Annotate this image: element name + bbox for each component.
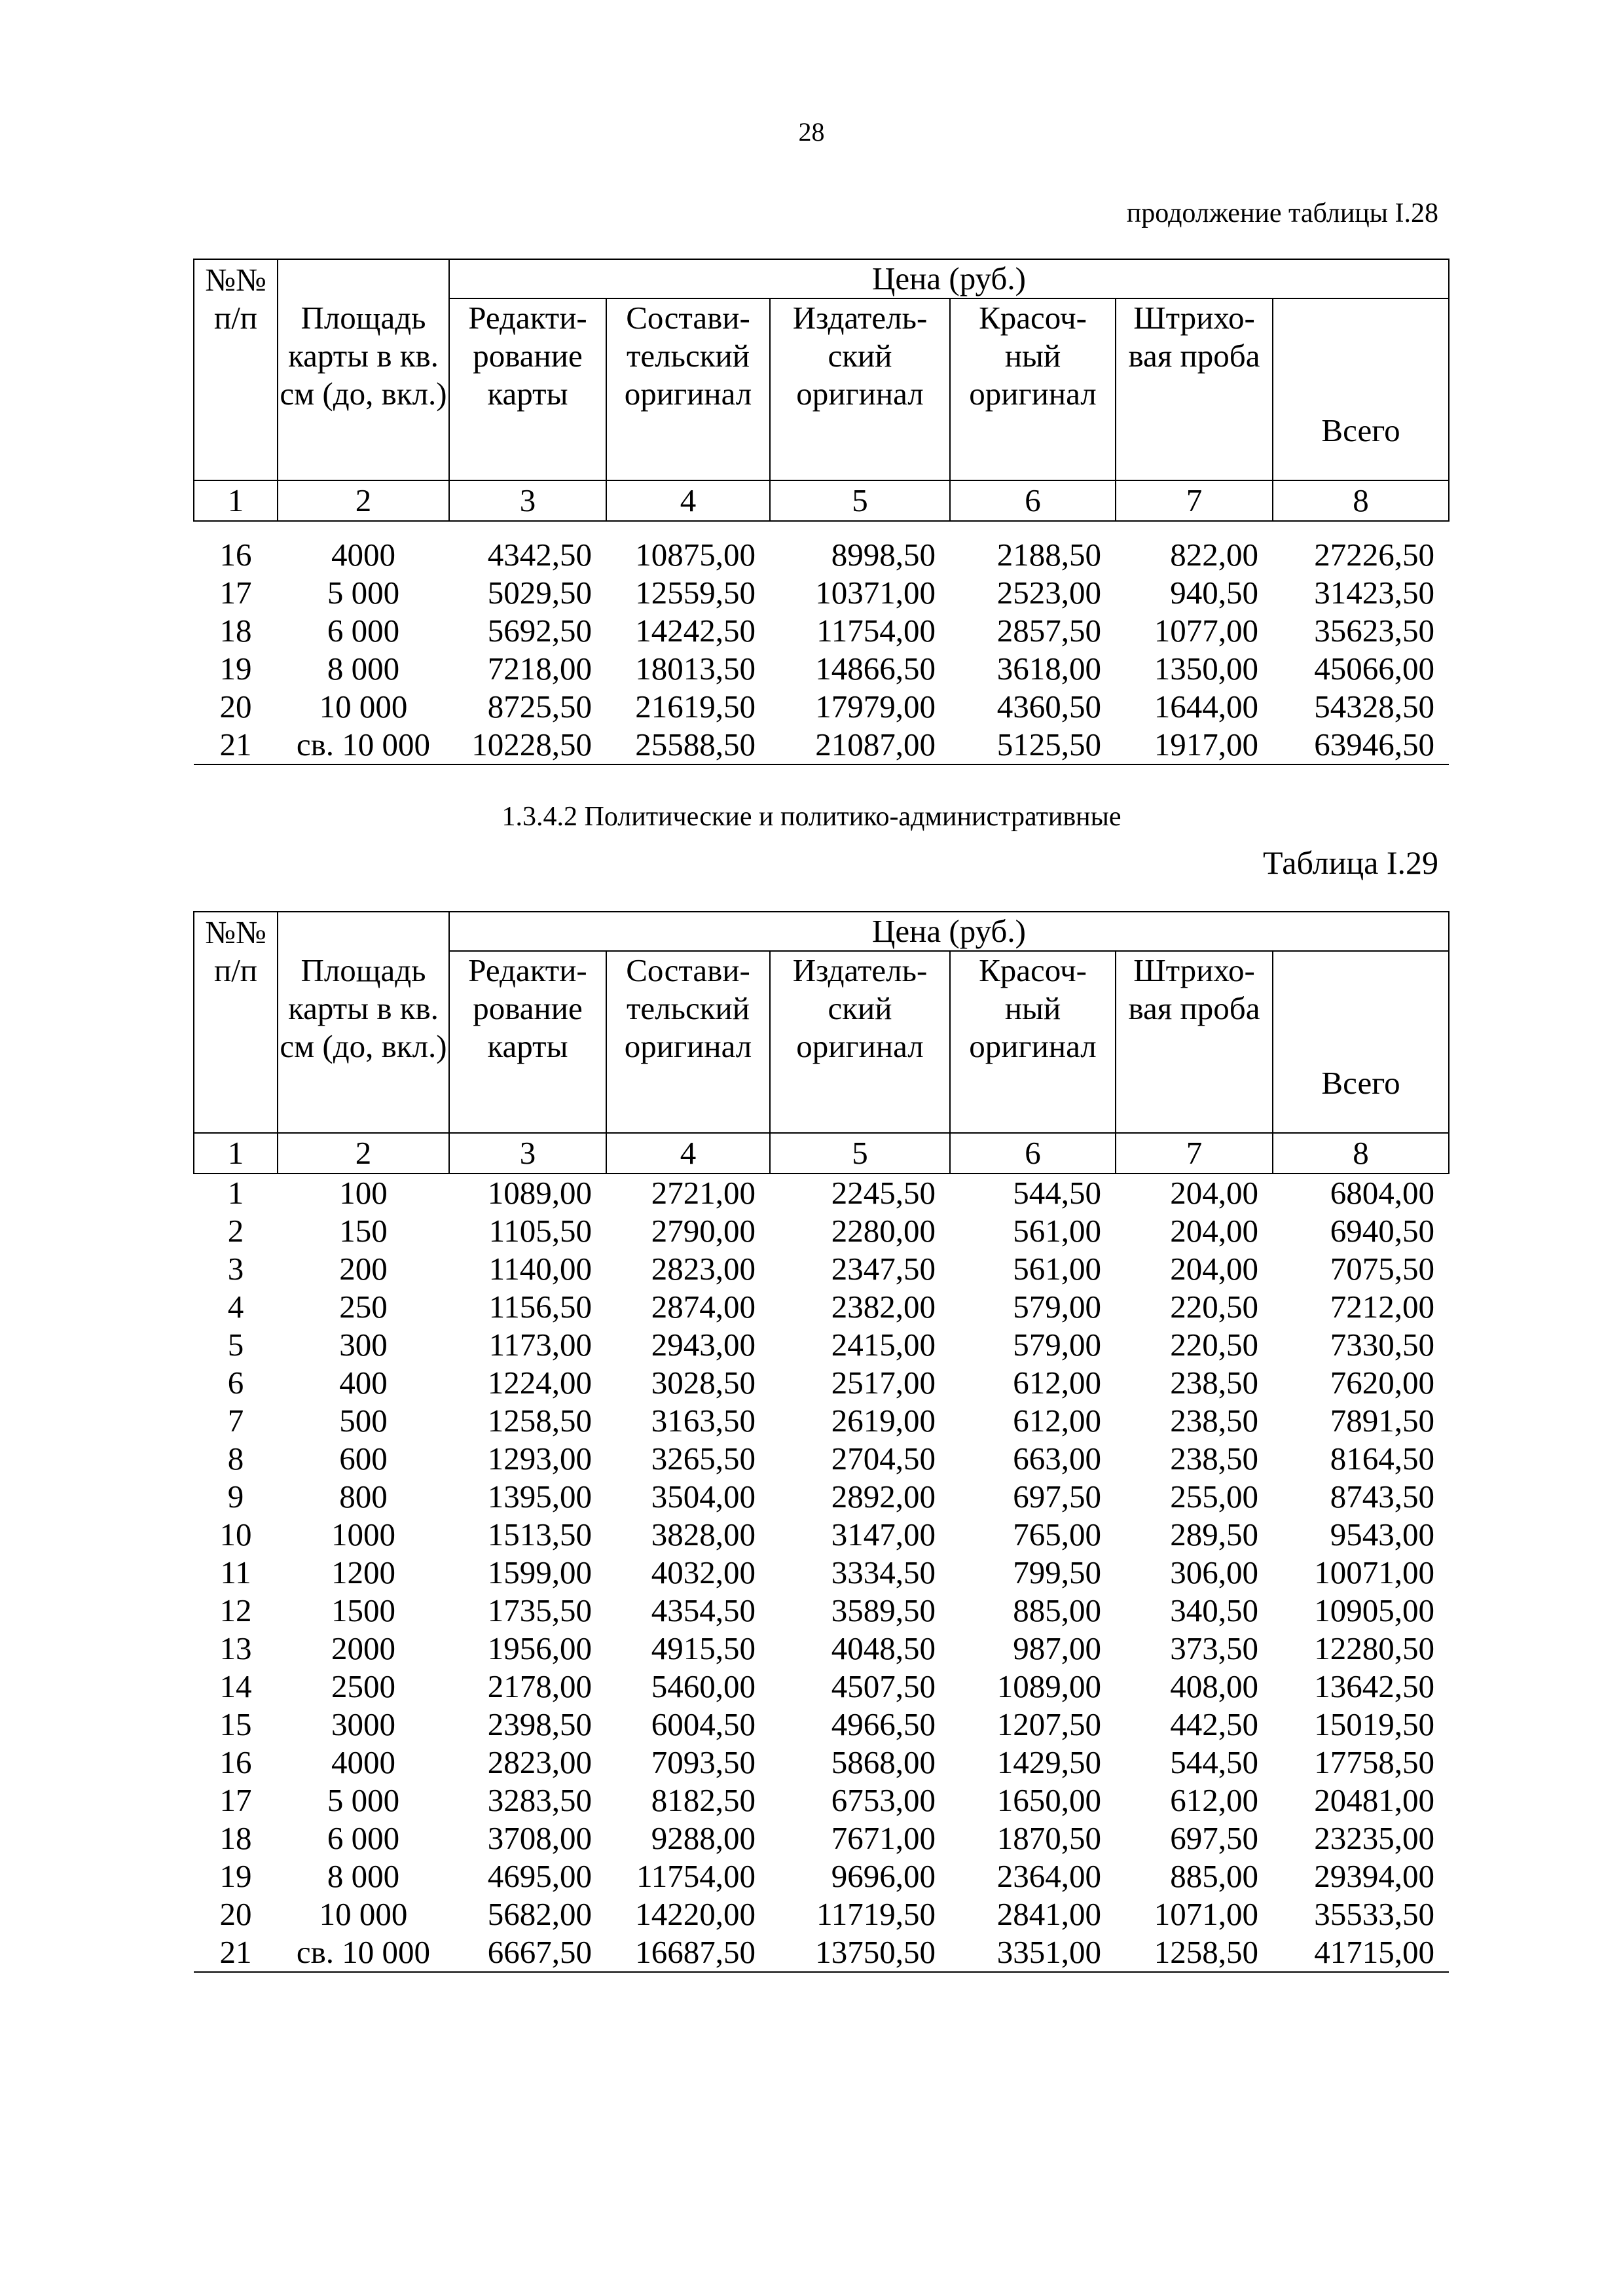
row-number: 3 — [227, 1251, 244, 1287]
row-area: 5 000 — [327, 1782, 400, 1818]
row-compiler-price: 8182,50 — [651, 1782, 756, 1818]
row-publisher-price: 14866,50 — [815, 651, 936, 687]
column-header-number: №№ п/п — [194, 259, 278, 480]
row-publisher-price: 3589,50 — [831, 1592, 936, 1628]
row-total-price: 6804,00 — [1330, 1175, 1434, 1211]
row-publisher-price: 4507,50 — [831, 1668, 936, 1704]
row-area: 1500 — [331, 1592, 395, 1628]
row-color-price: 1089,00 — [996, 1668, 1101, 1704]
row-total-price: 15019,50 — [1314, 1706, 1434, 1742]
row-number: 7 — [227, 1403, 244, 1439]
row-total-price: 12280,50 — [1314, 1630, 1434, 1666]
row-color-price: 544,50 — [1013, 1175, 1101, 1211]
row-number: 6 — [227, 1365, 244, 1401]
row-color-price: 561,00 — [1013, 1213, 1101, 1249]
row-proof-price: 408,00 — [1170, 1668, 1258, 1704]
row-number: 13 — [219, 1630, 252, 1666]
row-color-price: 612,00 — [1013, 1403, 1101, 1439]
column-index: 3 — [449, 1133, 606, 1174]
row-number: 21 — [194, 1933, 278, 1972]
row-color-price: 3618,00 — [996, 651, 1101, 687]
row-color-price: 612,00 — [1013, 1365, 1101, 1401]
row-compiler-price: 2943,00 — [651, 1327, 756, 1363]
column-index: 4 — [606, 480, 770, 521]
row-compiler-price: 4915,50 — [651, 1630, 756, 1666]
row-color-price: 987,00 — [1013, 1630, 1101, 1666]
row-total-price: 41715,00 — [1273, 1933, 1449, 1972]
row-compiler-price: 3265,50 — [651, 1441, 756, 1477]
column-header-proof: Штрихо- вая проба — [1116, 951, 1273, 1133]
row-editing-price: 1140,00 — [488, 1251, 592, 1287]
row-publisher-price: 8998,50 — [831, 537, 936, 573]
column-header-compiler-original: Состави- тельский оригинал — [606, 951, 770, 1133]
row-proof-price: 238,50 — [1170, 1403, 1258, 1439]
row-editing-price: 1105,50 — [488, 1213, 592, 1249]
row-compiler-price: 4354,50 — [651, 1592, 756, 1628]
row-proof-price: 220,50 — [1170, 1289, 1258, 1325]
table-row — [194, 1630, 1449, 1668]
row-publisher-price: 6753,00 — [831, 1782, 936, 1818]
row-publisher-price: 2382,00 — [831, 1289, 936, 1325]
row-number: 8 — [227, 1441, 244, 1477]
row-proof-price: 697,50 — [1170, 1820, 1258, 1856]
table-row — [194, 650, 1449, 688]
row-compiler-price: 10875,00 — [635, 537, 756, 573]
row-proof-price: 373,50 — [1170, 1630, 1258, 1666]
row-compiler-price: 11754,00 — [636, 1858, 756, 1894]
row-number: 19 — [219, 1858, 252, 1894]
row-total-price: 8164,50 — [1330, 1441, 1434, 1477]
row-number: 19 — [219, 651, 252, 687]
row-proof-price: 1071,00 — [1154, 1896, 1258, 1932]
row-publisher-price: 13750,50 — [770, 1933, 950, 1972]
column-header-total: Всего — [1273, 298, 1449, 480]
row-number: 2 — [227, 1213, 244, 1249]
row-area: 800 — [339, 1479, 388, 1515]
row-total-price: 6940,50 — [1330, 1213, 1434, 1249]
row-area: 2000 — [331, 1630, 395, 1666]
row-compiler-price: 3504,00 — [651, 1479, 756, 1515]
row-compiler-price: 2874,00 — [651, 1289, 756, 1325]
row-total-price: 63946,50 — [1273, 726, 1449, 764]
row-publisher-price: 17979,00 — [815, 689, 936, 725]
row-color-price: 2841,00 — [996, 1896, 1101, 1932]
row-color-price: 885,00 — [1013, 1592, 1101, 1628]
row-total-price: 29394,00 — [1314, 1858, 1434, 1894]
column-header-editing: Редакти- рование карты — [449, 951, 606, 1133]
row-compiler-price: 5460,00 — [651, 1668, 756, 1704]
row-publisher-price: 2704,50 — [831, 1441, 936, 1477]
row-editing-price: 1089,00 — [487, 1175, 592, 1211]
row-editing-price: 1224,00 — [487, 1365, 592, 1401]
row-editing-price: 3283,50 — [487, 1782, 592, 1818]
row-number: 12 — [219, 1592, 252, 1628]
row-editing-price: 5682,00 — [487, 1896, 592, 1932]
row-number: 18 — [219, 1820, 252, 1856]
row-compiler-price: 9288,00 — [651, 1820, 756, 1856]
row-area: 5 000 — [327, 575, 400, 611]
table-row — [194, 1212, 1449, 1250]
row-color-price: 2364,00 — [996, 1858, 1101, 1894]
row-editing-price: 4342,50 — [487, 537, 592, 573]
row-total-price: 8743,50 — [1330, 1479, 1434, 1515]
column-header-compiler-original: Состави- тельский оригинал — [606, 298, 770, 480]
table-row — [194, 1933, 1449, 1972]
row-color-price: 1207,50 — [996, 1706, 1101, 1742]
table-row — [194, 521, 1449, 574]
row-area: 200 — [339, 1251, 388, 1287]
row-editing-price: 1599,00 — [487, 1554, 592, 1590]
row-color-price: 4360,50 — [996, 689, 1101, 725]
row-number: 17 — [219, 575, 252, 611]
row-publisher-price: 7671,00 — [831, 1820, 936, 1856]
row-color-price: 663,00 — [1013, 1441, 1101, 1477]
row-total-price: 7620,00 — [1330, 1365, 1434, 1401]
row-color-price: 697,50 — [1013, 1479, 1101, 1515]
row-compiler-price: 7093,50 — [651, 1744, 756, 1780]
row-editing-price: 1735,50 — [487, 1592, 592, 1628]
row-proof-price: 1917,00 — [1116, 726, 1273, 764]
row-publisher-price: 10371,00 — [815, 575, 936, 611]
table-continuation-label: продолжение таблицы I.28 — [1126, 198, 1438, 228]
row-proof-price: 204,00 — [1170, 1175, 1258, 1211]
table-row — [194, 688, 1449, 726]
row-editing-price: 1156,50 — [488, 1289, 592, 1325]
row-compiler-price: 18013,50 — [635, 651, 756, 687]
row-color-price: 765,00 — [1013, 1516, 1101, 1552]
row-editing-price: 5029,50 — [487, 575, 592, 611]
row-editing-price: 7218,00 — [487, 651, 592, 687]
row-publisher-price: 2415,00 — [831, 1327, 936, 1363]
row-editing-price: 4695,00 — [487, 1858, 592, 1894]
row-number: 9 — [227, 1479, 244, 1515]
row-total-price: 7891,50 — [1330, 1403, 1434, 1439]
row-area: 10 000 — [319, 1896, 408, 1932]
row-number: 17 — [219, 1782, 252, 1818]
table-row — [194, 1782, 1449, 1820]
row-total-price: 7330,50 — [1330, 1327, 1434, 1363]
row-color-price: 799,50 — [1013, 1554, 1101, 1590]
column-header-publisher-original: Издатель- ский оригинал — [770, 951, 950, 1133]
column-header-editing: Редакти- рование карты — [449, 298, 606, 480]
row-proof-price: 289,50 — [1170, 1516, 1258, 1552]
column-index: 6 — [950, 1133, 1116, 1174]
row-editing-price: 3708,00 — [487, 1820, 592, 1856]
row-total-price: 31423,50 — [1314, 575, 1434, 611]
row-compiler-price: 12559,50 — [635, 575, 756, 611]
row-area: 4000 — [331, 1744, 395, 1780]
row-publisher-price: 21087,00 — [770, 726, 950, 764]
table-row — [194, 1744, 1449, 1782]
row-area: 3000 — [331, 1706, 395, 1742]
row-proof-price: 544,50 — [1170, 1744, 1258, 1780]
row-editing-price: 1513,50 — [487, 1516, 592, 1552]
row-number: 20 — [219, 1896, 252, 1932]
row-compiler-price: 14242,50 — [635, 613, 756, 649]
table-row — [194, 1250, 1449, 1288]
column-header-total: Всего — [1273, 951, 1449, 1133]
row-publisher-price: 3147,00 — [831, 1516, 936, 1552]
section-heading: 1.3.4.2 Политические и политико-административные — [501, 802, 1122, 832]
row-area: 4000 — [331, 537, 395, 573]
row-proof-price: 940,50 — [1170, 575, 1258, 611]
row-editing-price: 6667,50 — [449, 1933, 606, 1972]
row-total-price: 10905,00 — [1314, 1592, 1434, 1628]
row-proof-price: 204,00 — [1170, 1213, 1258, 1249]
row-compiler-price: 2823,00 — [651, 1251, 756, 1287]
row-number: 10 — [219, 1516, 252, 1552]
row-publisher-price: 11719,50 — [816, 1896, 936, 1932]
row-area: 8 000 — [327, 651, 400, 687]
row-number: 1 — [227, 1175, 244, 1211]
table-row — [194, 1857, 1449, 1895]
column-index: 4 — [606, 1133, 770, 1174]
table-row — [194, 1364, 1449, 1402]
row-proof-price: 238,50 — [1170, 1441, 1258, 1477]
table-row — [194, 1478, 1449, 1516]
table-row — [194, 1592, 1449, 1630]
row-editing-price: 1258,50 — [487, 1403, 592, 1439]
row-total-price: 54328,50 — [1314, 689, 1434, 725]
row-editing-price: 1173,00 — [488, 1327, 592, 1363]
row-total-price: 9543,00 — [1330, 1516, 1434, 1552]
row-compiler-price: 25588,50 — [606, 726, 770, 764]
row-editing-price: 1293,00 — [487, 1441, 592, 1477]
row-compiler-price: 16687,50 — [606, 1933, 770, 1972]
row-proof-price: 1258,50 — [1116, 1933, 1273, 1972]
row-color-price: 561,00 — [1013, 1251, 1101, 1287]
row-color-price: 579,00 — [1013, 1327, 1101, 1363]
row-proof-price: 306,00 — [1170, 1554, 1258, 1590]
row-publisher-price: 2892,00 — [831, 1479, 936, 1515]
column-index: 8 — [1273, 480, 1449, 521]
row-publisher-price: 4048,50 — [831, 1630, 936, 1666]
table-row — [194, 1668, 1449, 1706]
column-header-area: Площадь карты в кв. см (до, вкл.) — [278, 259, 449, 480]
row-compiler-price: 21619,50 — [635, 689, 756, 725]
column-header-color-original: Красоч- ный оригинал — [950, 951, 1116, 1133]
table-body — [194, 1174, 1449, 1972]
row-area: 250 — [339, 1289, 388, 1325]
column-index: 2 — [278, 480, 449, 521]
row-color-price: 1650,00 — [996, 1782, 1101, 1818]
row-total-price: 35533,50 — [1314, 1896, 1434, 1932]
table-row — [194, 1554, 1449, 1592]
column-index: 1 — [194, 480, 278, 521]
row-compiler-price: 6004,50 — [651, 1706, 756, 1742]
table-row — [194, 1895, 1449, 1933]
row-color-price: 1429,50 — [996, 1744, 1101, 1780]
table-row — [194, 1288, 1449, 1326]
column-header-proof: Штрихо- вая проба — [1116, 298, 1273, 480]
row-area: св. 10 000 — [278, 726, 449, 764]
row-color-price: 5125,50 — [950, 726, 1116, 764]
row-number: 18 — [219, 613, 252, 649]
row-color-price: 2857,50 — [996, 613, 1101, 649]
row-area: 10 000 — [319, 689, 408, 725]
table-row — [194, 1440, 1449, 1478]
row-area: 6 000 — [327, 613, 400, 649]
table-row — [194, 726, 1449, 764]
row-area: св. 10 000 — [278, 1933, 449, 1972]
row-total-price: 7075,50 — [1330, 1251, 1434, 1287]
column-index: 5 — [770, 480, 950, 521]
row-proof-price: 612,00 — [1170, 1782, 1258, 1818]
row-publisher-price: 2245,50 — [831, 1175, 936, 1211]
row-publisher-price: 4966,50 — [831, 1706, 936, 1742]
row-compiler-price: 3828,00 — [651, 1516, 756, 1552]
row-compiler-price: 3028,50 — [651, 1365, 756, 1401]
row-total-price: 17758,50 — [1314, 1744, 1434, 1780]
row-publisher-price: 9696,00 — [831, 1858, 936, 1894]
column-group-price: Цена (руб.) — [449, 259, 1449, 298]
table-row — [194, 1516, 1449, 1554]
row-publisher-price: 2280,00 — [831, 1213, 936, 1249]
column-index: 2 — [278, 1133, 449, 1174]
column-index: 7 — [1116, 1133, 1273, 1174]
row-number: 16 — [219, 1744, 252, 1780]
row-color-price: 1870,50 — [996, 1820, 1101, 1856]
row-total-price: 35623,50 — [1314, 613, 1434, 649]
row-number: 4 — [227, 1289, 244, 1325]
row-color-price: 2523,00 — [996, 575, 1101, 611]
row-editing-price: 2823,00 — [487, 1744, 592, 1780]
row-color-price: 2188,50 — [996, 537, 1101, 573]
row-proof-price: 1644,00 — [1154, 689, 1258, 725]
row-editing-price: 1395,00 — [487, 1479, 592, 1515]
row-compiler-price: 3163,50 — [651, 1403, 756, 1439]
row-color-price: 579,00 — [1013, 1289, 1101, 1325]
row-publisher-price: 2347,50 — [831, 1251, 936, 1287]
row-editing-price: 5692,50 — [487, 613, 592, 649]
row-publisher-price: 3334,50 — [831, 1554, 936, 1590]
price-table-continued — [193, 259, 1450, 765]
row-area: 8 000 — [327, 1858, 400, 1894]
table-body — [194, 521, 1449, 764]
row-number: 16 — [219, 537, 252, 573]
row-total-price: 7212,00 — [1330, 1289, 1434, 1325]
column-index: 6 — [950, 480, 1116, 521]
row-number: 20 — [219, 689, 252, 725]
row-area: 1200 — [331, 1554, 395, 1590]
row-publisher-price: 5868,00 — [831, 1744, 936, 1780]
row-editing-price: 1956,00 — [487, 1630, 592, 1666]
row-editing-price: 8725,50 — [487, 689, 592, 725]
row-proof-price: 442,50 — [1170, 1706, 1258, 1742]
row-total-price: 20481,00 — [1314, 1782, 1434, 1818]
row-compiler-price: 2721,00 — [651, 1175, 756, 1211]
column-header-number: №№ п/п — [194, 912, 278, 1133]
row-proof-price: 822,00 — [1170, 537, 1258, 573]
row-number: 21 — [194, 726, 278, 764]
row-total-price: 23235,00 — [1314, 1820, 1434, 1856]
column-index: 7 — [1116, 480, 1273, 521]
row-area: 300 — [339, 1327, 388, 1363]
row-editing-price: 2178,00 — [487, 1668, 592, 1704]
row-total-price: 27226,50 — [1314, 537, 1434, 573]
row-number: 14 — [219, 1668, 252, 1704]
table-row — [194, 1820, 1449, 1857]
row-number: 11 — [220, 1554, 251, 1590]
row-color-price: 3351,00 — [950, 1933, 1116, 1972]
row-publisher-price: 11754,00 — [816, 613, 936, 649]
row-number: 5 — [227, 1327, 244, 1363]
row-proof-price: 1350,00 — [1154, 651, 1258, 687]
row-proof-price: 340,50 — [1170, 1592, 1258, 1628]
row-proof-price: 1077,00 — [1154, 613, 1258, 649]
row-proof-price: 238,50 — [1170, 1365, 1258, 1401]
column-group-price: Цена (руб.) — [449, 912, 1449, 951]
column-header-publisher-original: Издатель- ский оригинал — [770, 298, 950, 480]
column-header-area: Площадь карты в кв. см (до, вкл.) — [278, 912, 449, 1133]
row-compiler-price: 14220,00 — [635, 1896, 756, 1932]
row-proof-price: 885,00 — [1170, 1858, 1258, 1894]
row-compiler-price: 4032,00 — [651, 1554, 756, 1590]
table-row — [194, 1326, 1449, 1364]
row-area: 2500 — [331, 1668, 395, 1704]
row-total-price: 45066,00 — [1314, 651, 1434, 687]
column-index: 5 — [770, 1133, 950, 1174]
table-label: Таблица I.29 — [1263, 844, 1438, 881]
row-area: 400 — [339, 1365, 388, 1401]
row-area: 500 — [339, 1403, 388, 1439]
table-row — [194, 1174, 1449, 1212]
row-area: 1000 — [331, 1516, 395, 1552]
table-row — [194, 1706, 1449, 1744]
row-area: 600 — [339, 1441, 388, 1477]
row-proof-price: 204,00 — [1170, 1251, 1258, 1287]
page-number: 28 — [798, 117, 825, 147]
row-publisher-price: 2517,00 — [831, 1365, 936, 1401]
row-proof-price: 220,50 — [1170, 1327, 1258, 1363]
row-area: 150 — [339, 1213, 388, 1249]
row-editing-price: 10228,50 — [449, 726, 606, 764]
row-publisher-price: 2619,00 — [831, 1403, 936, 1439]
row-area: 100 — [339, 1175, 388, 1211]
column-index: 1 — [194, 1133, 278, 1174]
table-row — [194, 574, 1449, 612]
row-editing-price: 2398,50 — [487, 1706, 592, 1742]
column-index: 8 — [1273, 1133, 1449, 1174]
column-index: 3 — [449, 480, 606, 521]
row-number: 15 — [219, 1706, 252, 1742]
price-table-i29 — [193, 911, 1450, 1973]
column-header-color-original: Красоч- ный оригинал — [950, 298, 1116, 480]
row-proof-price: 255,00 — [1170, 1479, 1258, 1515]
row-area: 6 000 — [327, 1820, 400, 1856]
row-total-price: 10071,00 — [1314, 1554, 1434, 1590]
table-row — [194, 1402, 1449, 1440]
table-row — [194, 612, 1449, 650]
row-compiler-price: 2790,00 — [651, 1213, 756, 1249]
row-total-price: 13642,50 — [1314, 1668, 1434, 1704]
